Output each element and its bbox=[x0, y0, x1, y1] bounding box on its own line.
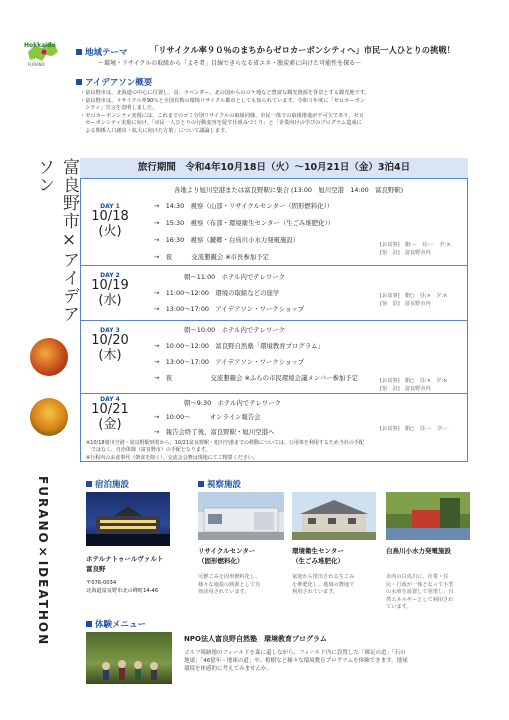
side-title-en: FURANO×IDEATHON bbox=[36, 476, 50, 647]
day-row-2 bbox=[80, 265, 468, 320]
hydro-plant-photo bbox=[386, 492, 470, 540]
day-date: 10/18 bbox=[91, 209, 129, 224]
theme-heading: 地域テーマ bbox=[76, 46, 128, 58]
square-bullet-icon bbox=[76, 79, 82, 85]
sanitation-center-photo bbox=[292, 492, 376, 540]
overview-line: よる関係人口創出・拡大に向けた方策」について議論します。 bbox=[80, 127, 230, 134]
square-bullet-icon bbox=[76, 49, 82, 55]
overview-heading: アイデアソン概要 bbox=[76, 76, 152, 88]
overview-line: シティ」宣言を表明しました。 bbox=[80, 105, 158, 112]
schedule-item: → 報告会終了後、富良野駅・旭川空港へ bbox=[154, 428, 275, 436]
visit-title: 白鳥川小水力発電施設 bbox=[386, 547, 451, 555]
square-bullet-icon bbox=[86, 481, 92, 487]
square-bullet-icon bbox=[198, 481, 204, 487]
schedule-item: → 13:00～17:00 アイデアソン・ワークショップ bbox=[154, 358, 305, 366]
square-bullet-icon bbox=[86, 621, 92, 627]
visit-subtitle: （生ごみ堆肥化） bbox=[292, 557, 344, 565]
schedule-item: → 夜 交流懇親会 ※ふらの市民環境会議メンバー参加予定 bbox=[154, 374, 359, 382]
day-date: 10/21 bbox=[91, 402, 129, 417]
hotel-name-1: ホテルナトゥールヴァルト bbox=[86, 555, 164, 563]
day-date: 10/20 bbox=[91, 333, 129, 348]
hotel-name-2: 富良野 bbox=[86, 565, 106, 573]
logo-text: Hokkaido bbox=[24, 42, 56, 49]
day-dow: (木) bbox=[98, 347, 122, 363]
meal-info: [お食事] 朝○ 昼:－ 夕:－ bbox=[380, 426, 450, 432]
visit-title: 環境衛生センター bbox=[292, 547, 344, 555]
note-line: ※行程内のお食事代（朝食を除く）、交流会会費は現地にてご精算ください。 bbox=[86, 454, 258, 461]
day-4-date-block bbox=[80, 396, 140, 433]
day-label: DAY 3 bbox=[100, 327, 120, 334]
schedule-item: → 11:00～12:00 環境の取組などの座学 bbox=[154, 289, 280, 297]
logo-sub: FURANO bbox=[28, 62, 45, 67]
day-intro: 朝～10:00 ホテル内でテレワーク bbox=[184, 326, 286, 334]
day-1-date-block bbox=[80, 203, 140, 240]
recycle-center-photo bbox=[198, 492, 284, 540]
visit-desc: 家庭から排出される生ごみ を堆肥化し、地域の農地で 利用されています。 bbox=[292, 574, 355, 596]
visit-desc: 市内の白鳥川に、企業・住 民・行政が一体となって小型 の水車を設置して発電し、自 然エネルギーとして利用され ています。 bbox=[386, 574, 454, 611]
theme-title: 「リサイクル率９０％のまちからゼロカーボンシティへ」市民一人ひとりの挑戦！ bbox=[150, 45, 455, 55]
schedule-item: → 15:30 視察（布部・環境衛生センター（生ごみ堆肥化）） bbox=[154, 219, 335, 227]
day-2-date-block bbox=[80, 272, 140, 309]
day-intro: 朝～11:00 ホテル内でテレワーク bbox=[184, 273, 286, 281]
schedule-item: → 13:00～17:00 アイデアソン・ワークショップ bbox=[154, 305, 305, 313]
day-dow: (水) bbox=[98, 292, 122, 308]
schedule-item: → 14:30 視察（山部・リサイクルセンター（固形燃料化）） bbox=[154, 202, 334, 210]
schedule-item: → 16:30 視察（麓郷・白鳥川小水力発電施設） bbox=[154, 236, 300, 244]
day-label: DAY 1 bbox=[100, 203, 120, 210]
overview-line: ・ゼロカーボンシティ実現には、これまでのゴミ分別リサイクルの取組同様、市民一体での取組推進が不可欠であり、ゼロ bbox=[80, 112, 365, 119]
schedule-title: 旅行期間 令和4年10月18日（火）～10月21日（金）3泊4日 bbox=[80, 158, 468, 178]
autumn-tree-photo-2 bbox=[30, 398, 68, 436]
day-row-1 bbox=[80, 178, 468, 265]
day-dow: (火) bbox=[98, 223, 122, 239]
meal-info: [お食事] 朝:－ 昼:－ 夕:× [宿 泊] 富良野市内 bbox=[380, 242, 451, 257]
visit-title: リサイクルセンター bbox=[198, 547, 256, 555]
day-row-4 bbox=[80, 393, 468, 438]
overview-line: ・富良野市は、リサイクル率90％と全国有数の環境リサイクル都市としても知られています。令和３年度に「ゼロカーボン bbox=[80, 97, 365, 104]
lodging-heading: 宿泊施設 bbox=[86, 478, 129, 490]
experience-title: NPO法人富良野自然塾 環境教育プログラム bbox=[184, 635, 327, 643]
overview-line: カーボンシティ実現に向け、「市民一人ひとりの行動変容を促す仕組みづくり」と「企業向けの学びのプログラム造成に bbox=[80, 120, 362, 127]
day-row-3 bbox=[80, 320, 468, 393]
day-label: DAY 4 bbox=[100, 396, 120, 403]
schedule-item: → 10:00～ オンライン報告会 bbox=[154, 413, 261, 421]
schedule-notes bbox=[86, 440, 464, 462]
note-line: ではなく、自治体様（富良野市）の手配となります。 bbox=[86, 447, 211, 454]
meal-info: [お食事] 朝○ 昼:× 夕:× [宿 泊] 富良野市内 bbox=[380, 293, 448, 308]
day-intro: 朝～9:30 ホテル内でテレワーク bbox=[184, 399, 281, 407]
hotel-address: 北海道富良野市北の峰町14-46 bbox=[86, 588, 159, 594]
day-date: 10/19 bbox=[91, 278, 129, 293]
day-3-date-block bbox=[80, 327, 140, 364]
experience-desc: ゴルフ場跡地のフィールドを森に還しながら、フィールド内に設置した「裸足の道」「石の 地球」「46億年・地球の道」や、植樹など様々な環境教育プログラムを体験できます。地球 環境を体感的に考えてみませんか。 bbox=[184, 650, 408, 672]
day-dow: (金) bbox=[98, 416, 122, 432]
schedule-item: → 夜 交流懇親会 ※市長参加予定 bbox=[154, 253, 269, 261]
visits-heading: 視察施設 bbox=[198, 478, 241, 490]
experience-heading: 体験メニュー bbox=[86, 618, 146, 630]
overview-line: ・富良野市は、北海道の中心に位置し、食、ラベンダー、北の国からのロケ地など豊富な観光資源を背景とする観光地です。 bbox=[80, 90, 370, 96]
day-label: DAY 2 bbox=[100, 272, 120, 279]
side-title-jp: 富良野市×アイデアソン bbox=[34, 158, 79, 323]
theme-subtitle: ～環境・リサイクルの取組から「よそ者」目線できらなる省エネ・脱炭素に向けた可能性を探る～ bbox=[98, 60, 362, 67]
schedule-item: → 10:00～12:00 富良野自然塾「環境教育プログラム」 bbox=[154, 342, 324, 350]
nature-school-photo bbox=[86, 632, 172, 684]
day-intro: 各地より旭川空港または富良野駅に集合 (13:00 旭川空港 14:00 富良野駅) bbox=[174, 186, 404, 194]
visit-desc: 可燃ごみを固形燃料化し、 様々な施設の熱源として有 効活用されています。 bbox=[198, 574, 261, 596]
note-line: ※10/18旭川空港・富良野駅到着から、10/21富良野駅・旭川空港までの移動については、公用車を利用するため当社の手配 bbox=[86, 440, 364, 446]
visit-subtitle: （固形燃料化） bbox=[198, 557, 244, 565]
autumn-tree-photo-1 bbox=[30, 338, 68, 376]
meal-info: [お食事] 朝○ 昼:× 夕:× [宿 泊] 富良野市内 bbox=[380, 378, 448, 393]
hotel-photo bbox=[86, 492, 170, 546]
hotel-zip: 〒076-0034 bbox=[86, 580, 117, 586]
overview-text bbox=[80, 90, 480, 135]
